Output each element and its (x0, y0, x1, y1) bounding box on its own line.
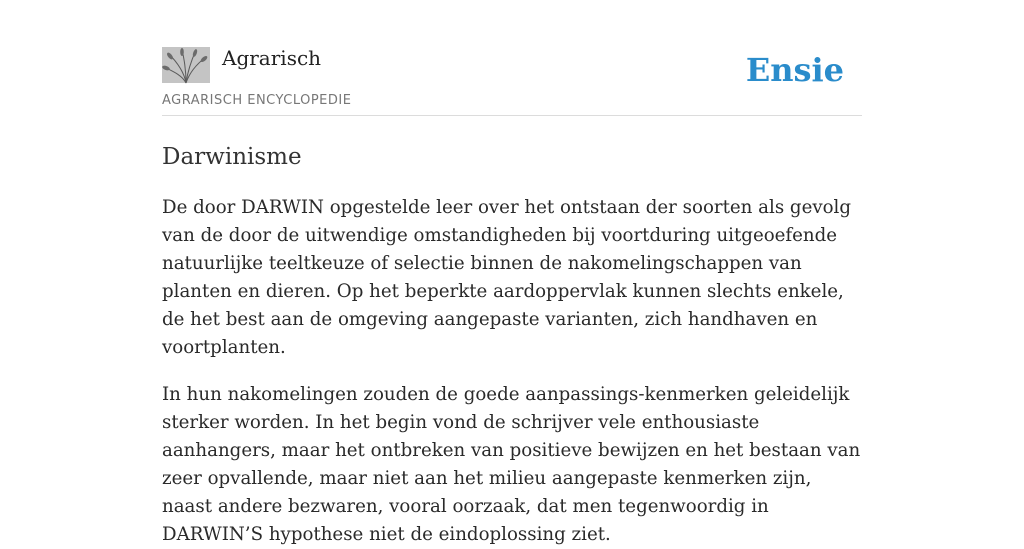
header (162, 0, 862, 116)
paragraph: In hun nakomelingen zouden de goede aanpassings-kenmerken geleidelijk sterker worden. In het begin vond de schrijver vele enthousiaste aanhangers, maar het ontbreken van positieve bewijzen en het bestaan van zeer opvallende, maar niet aan het milieu aangepaste kenmerken zijn, naast andere bezwaren, vooral oorzaak, dat men tegenwoordig in DARWIN’S hypothese niet de eindoplossing ziet. (162, 384, 861, 545)
source-name[interactable]: Agrarisch (222, 46, 322, 70)
paragraph: De door DARWIN opgestelde leer over het ontstaan der soorten als gevolg van de door de uitwendige omstandigheden bij voortduring uitgeoefende natuurlijke teeltkeuze of selectie binnen de nakomelingschappen van planten en dieren. Op het beperkte aardoppervlak kunnen slechts enkele, de het best aan de omgeving aangepaste varianten, zich handhaven en voortplanten. (162, 197, 852, 358)
wheat-icon[interactable] (162, 47, 210, 83)
brand-logo[interactable]: Ensie (745, 51, 844, 89)
article-body (162, 194, 862, 549)
page-title: Darwinisme (162, 144, 302, 170)
source-subtitle: AGRARISCH ENCYCLOPEDIE (162, 93, 352, 108)
article-container (162, 0, 862, 549)
